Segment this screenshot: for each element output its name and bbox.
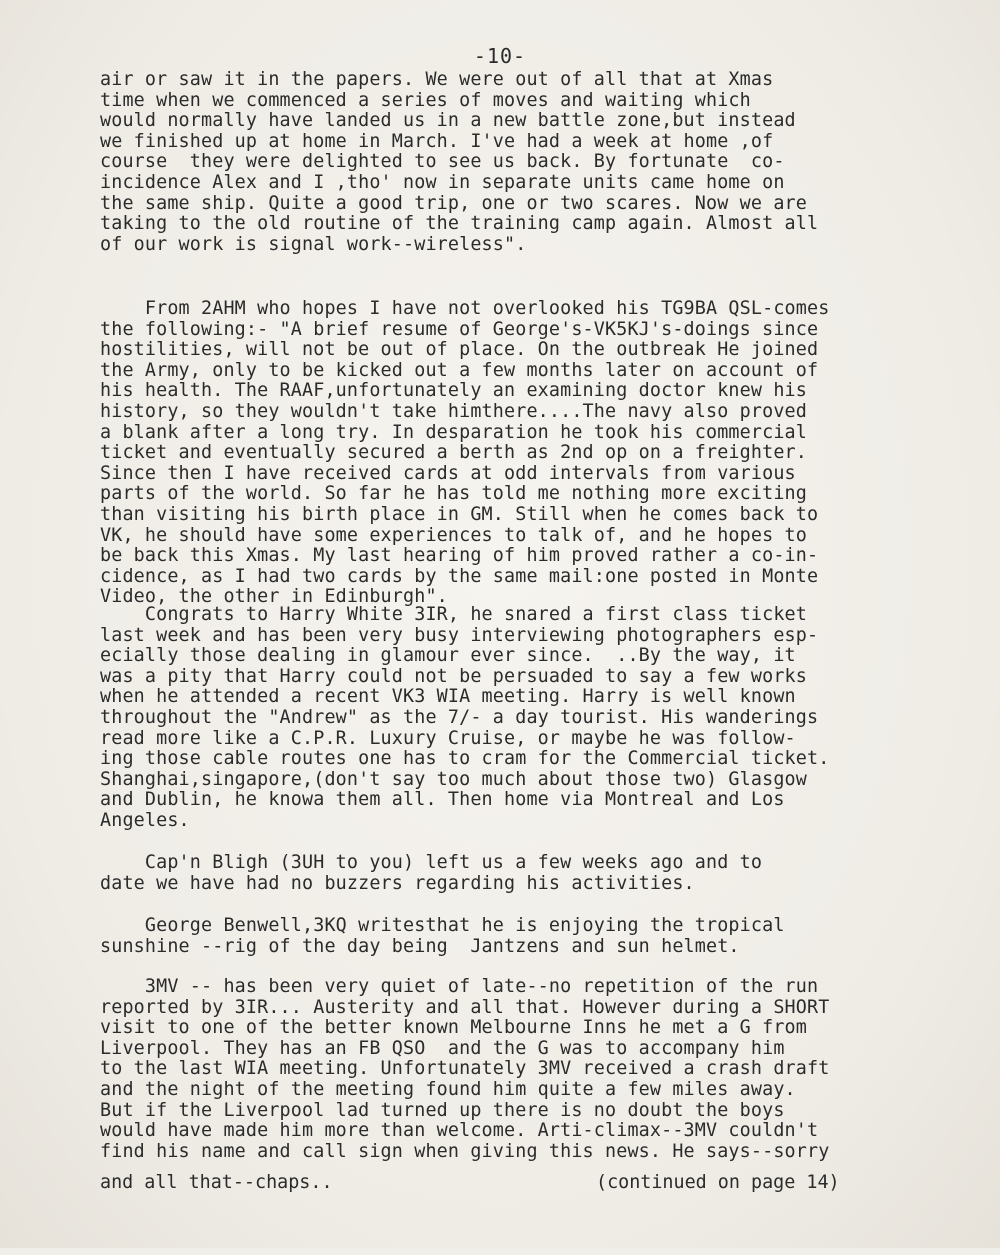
text-line: Video, the other in Edinburgh". bbox=[100, 586, 448, 608]
paragraph-2 bbox=[100, 299, 920, 608]
text-line: VK, he should have some experiences to talk of, and he hopes to bbox=[100, 524, 807, 546]
text-line: to the last WIA meeting. Unfortunately 3MV received a crash draft bbox=[100, 1058, 830, 1080]
text-line: hostilities, will not be out of place. On the outbreak He joined bbox=[100, 339, 819, 361]
text-line: when he attended a recent VK3 WIA meeting. Harry is well known bbox=[100, 686, 796, 708]
text-line: would normally have landed us in a new battle zone,but instead bbox=[100, 110, 796, 132]
text-line: Congrats to Harry White 3IR, he snared a first class ticket bbox=[100, 604, 807, 625]
text-line: and Dublin, he knowa them all. Then home via Montreal and Los bbox=[100, 789, 785, 811]
text-line: his health. The RAAF,unfortunately an examining doctor knew his bbox=[100, 380, 807, 402]
text-line: Angeles. bbox=[100, 809, 190, 831]
text-line: taking to the old routine of the training camp again. Almost all bbox=[100, 213, 819, 235]
text-line: throughout the "Andrew" as the 7/- a day tourist. His wanderings bbox=[100, 706, 819, 728]
text-line: Since then I have received cards at odd intervals from various bbox=[100, 462, 796, 484]
text-line: ing those cable routes one has to cram for the Commercial ticket. bbox=[100, 748, 830, 770]
paragraph-4 bbox=[100, 853, 920, 894]
text-line: we finished up at home in March. I've had a week at home ,of bbox=[100, 130, 774, 152]
text-line: find his name and call sign when giving this news. He says--sorry bbox=[100, 1140, 830, 1162]
continued-note: (continued on page 14) bbox=[596, 1172, 840, 1193]
text-line: From 2AHM who hopes I have not overlooked his TG9BA QSL-comes bbox=[100, 298, 830, 319]
page-number: -10- bbox=[473, 44, 527, 68]
text-line: was a pity that Harry could not be persuaded to say a few works bbox=[100, 665, 807, 687]
text-line: the same ship. Quite a good trip, one or two scares. Now we are bbox=[100, 192, 807, 214]
text-line: parts of the world. So far he has told me nothing more exciting bbox=[100, 483, 807, 505]
text-line: a blank after a long try. In desparation he took his commercial bbox=[100, 421, 807, 443]
paragraph-5 bbox=[100, 916, 920, 957]
closing-line bbox=[100, 1173, 920, 1255]
paragraph-6 bbox=[100, 977, 920, 1162]
text-line: 3MV -- has been very quiet of late--no repetition of the run bbox=[100, 976, 819, 997]
text-line: Liverpool. They has an FB QSO and the G was to accompany him bbox=[100, 1037, 785, 1059]
text-line: ticket and eventually secured a berth as 2nd op on a freighter. bbox=[100, 442, 807, 464]
closing-text: and all that--chaps.. bbox=[100, 1172, 333, 1193]
text-line: Cap'n Bligh (3UH to you) left us a few weeks ago and to bbox=[100, 852, 763, 873]
text-line: air or saw it in the papers. We were out of all that at Xmas bbox=[100, 69, 774, 90]
text-line: George Benwell,3KQ writesthat he is enjoying the tropical bbox=[100, 915, 785, 936]
text-line: the following:- "A brief resume of George's-VK5KJ's-doings since bbox=[100, 318, 819, 340]
text-line: time when we commenced a series of moves and waiting which bbox=[100, 89, 751, 111]
text-line: cidence, as I had two cards by the same mail:one posted in Monte bbox=[100, 565, 819, 587]
text-line: Shanghai,singapore,(don't say too much about those two) Glasgow bbox=[100, 768, 807, 790]
paragraph-1 bbox=[100, 70, 920, 255]
text-line: history, so they wouldn't take himthere....The navy also proved bbox=[100, 400, 807, 422]
text-line: read more like a C.P.R. Luxury Cruise, or maybe he was follow- bbox=[100, 727, 796, 749]
text-line: But if the Liverpool lad turned up there is no doubt the boys bbox=[100, 1099, 785, 1121]
text-line: last week and has been very busy interviewing photographers esp- bbox=[100, 624, 819, 646]
text-line: visit to one of the better known Melbourne Inns he met a G from bbox=[100, 1017, 807, 1039]
text-line: date we have had no buzzers regarding his activities. bbox=[100, 872, 695, 894]
text-line: would have made him more than welcome. Arti-climax--3MV couldn't bbox=[100, 1120, 819, 1142]
text-line: the Army, only to be kicked out a few months later on account of bbox=[100, 359, 819, 381]
text-line: and the night of the meeting found him quite a few miles away. bbox=[100, 1078, 796, 1100]
text-line: course they were delighted to see us back. By fortunate co- bbox=[100, 151, 785, 173]
text-line: ecially those dealing in glamour ever since. ..By the way, it bbox=[100, 645, 796, 667]
text-line: of our work is signal work--wireless". bbox=[100, 233, 527, 255]
text-line: than visiting his birth place in GM. Still when he comes back to bbox=[100, 503, 819, 525]
text-line: sunshine --rig of the day being Jantzens and sun helmet. bbox=[100, 935, 740, 957]
paragraph-3 bbox=[100, 605, 920, 832]
text-line: be back this Xmas. My last hearing of him proved rather a co-in- bbox=[100, 545, 819, 567]
text-line: incidence Alex and I ,tho' now in separate units came home on bbox=[100, 171, 785, 193]
text-line: reported by 3IR... Austerity and all that. However during a SHORT bbox=[100, 996, 830, 1018]
